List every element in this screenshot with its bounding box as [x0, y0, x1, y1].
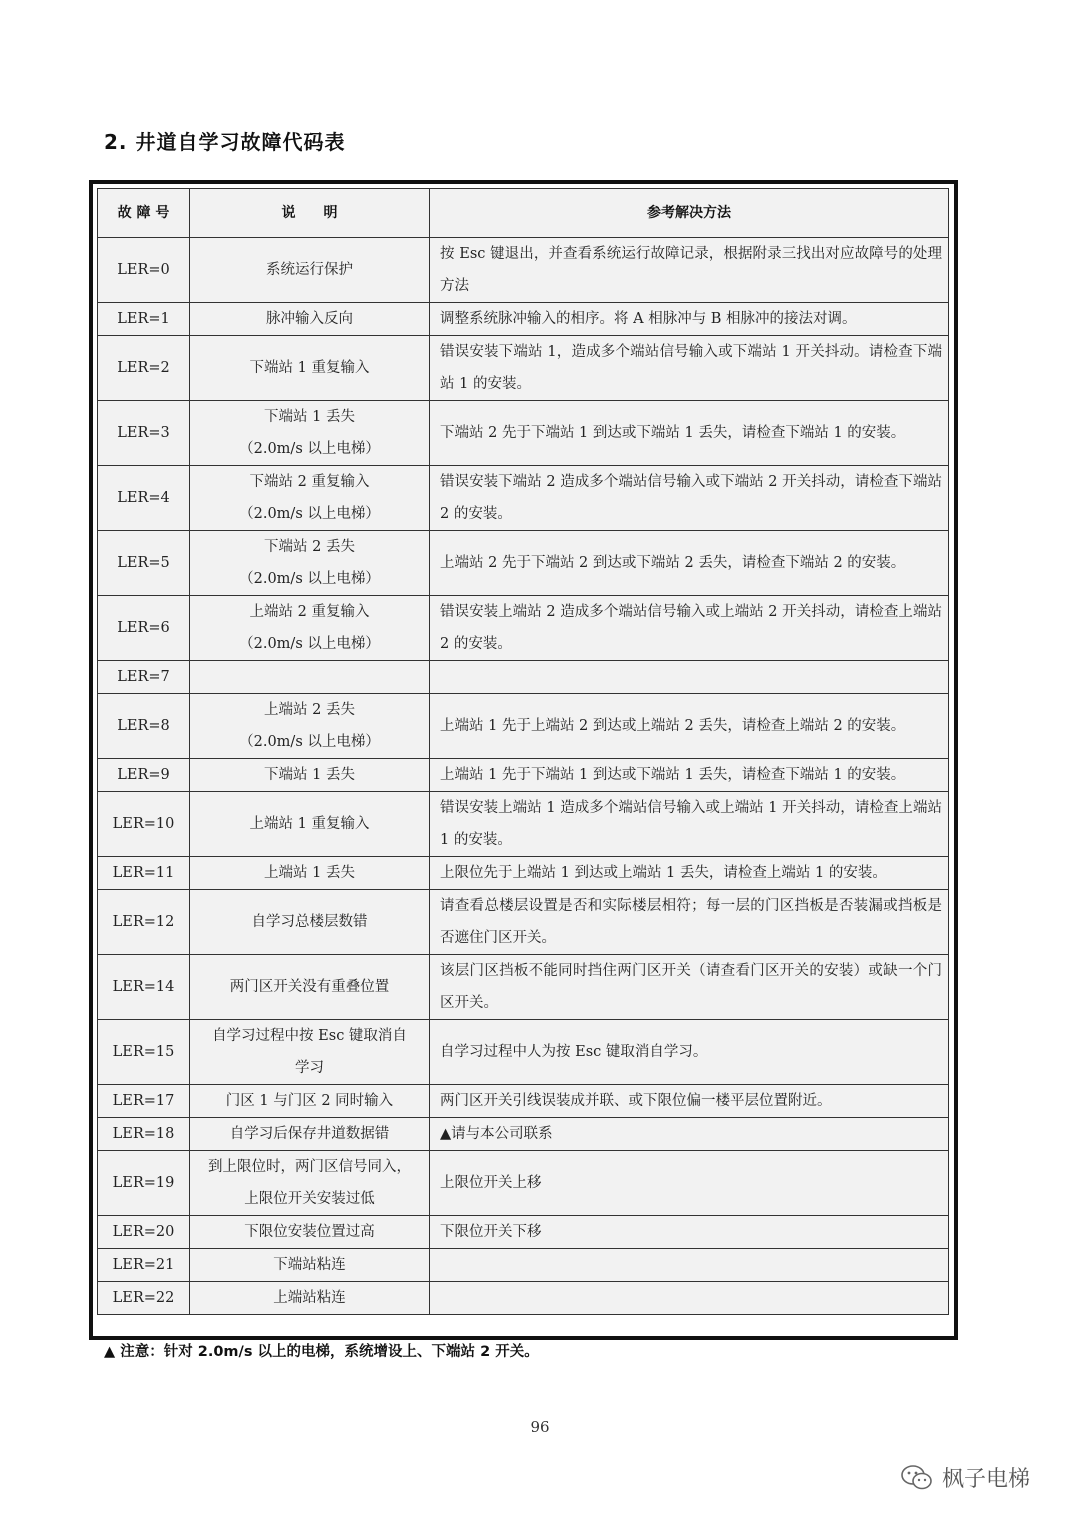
table-row: [98, 955, 949, 1020]
fault-code-cell: LER=22: [98, 1282, 190, 1315]
solution-cell: ▲请与本公司联系: [430, 1118, 949, 1151]
fault-code-cell: LER=21: [98, 1249, 190, 1282]
solution-cell: 下端站 2 先于下端站 1 到达或下端站 1 丢失，请检查下端站 1 的安装。: [430, 401, 949, 466]
description-cell: 下端站粘连: [190, 1249, 430, 1282]
solution-cell: 上限位开关上移: [430, 1151, 949, 1216]
header-description: 说 明: [190, 189, 430, 238]
fault-code-cell: LER=18: [98, 1118, 190, 1151]
solution-cell: 错误安装下端站 2 造成多个端站信号输入或下端站 2 开关抖动，请检查下端站 2 的安装。: [430, 466, 949, 531]
table-row: [98, 792, 949, 857]
table-row: [98, 596, 949, 661]
fault-code-cell: LER=0: [98, 238, 190, 303]
solution-cell: 错误安装上端站 2 造成多个端站信号输入或上端站 2 开关抖动，请检查上端站 2 的安装。: [430, 596, 949, 661]
table-row: [98, 238, 949, 303]
solution-cell: [430, 661, 949, 694]
fault-code-cell: LER=9: [98, 759, 190, 792]
solution-cell: 该层门区挡板不能同时挡住两门区开关（请查看门区开关的安装）或缺一个门区开关。: [430, 955, 949, 1020]
table-row: [98, 1216, 949, 1249]
solution-cell: 上端站 1 先于下端站 1 到达或下端站 1 丢失，请检查下端站 1 的安装。: [430, 759, 949, 792]
solution-cell: 请查看总楼层设置是否和实际楼层相符；每一层的门区挡板是否装漏或挡板是否遮住门区开关。: [430, 890, 949, 955]
fault-code-cell: LER=3: [98, 401, 190, 466]
solution-cell: [430, 1282, 949, 1315]
description-cell: 自学习总楼层数错: [190, 890, 430, 955]
solution-cell: 调整系统脉冲输入的相序。将 A 相脉冲与 B 相脉冲的接法对调。: [430, 303, 949, 336]
fault-code-cell: LER=17: [98, 1085, 190, 1118]
description-cell: 下限位安装位置过高: [190, 1216, 430, 1249]
watermark: [900, 1462, 1030, 1493]
footnote: ▲ 注意：针对 2.0m/s 以上的电梯，系统增设上、下端站 2 开关。: [104, 1344, 539, 1360]
table-row: [98, 531, 949, 596]
solution-cell: 错误安装上端站 1 造成多个端站信号输入或上端站 1 开关抖动，请检查上端站 1 的安装。: [430, 792, 949, 857]
description-cell: 上端站粘连: [190, 1282, 430, 1315]
solution-cell: 两门区开关引线误装成并联、或下限位偏一楼平层位置附近。: [430, 1085, 949, 1118]
description-cell: 上端站 1 重复输入: [190, 792, 430, 857]
header-solution: 参考解决方法: [430, 189, 949, 238]
description-cell: 上端站 1 丢失: [190, 857, 430, 890]
table-row: [98, 1249, 949, 1282]
table-row: [98, 1151, 949, 1216]
table-row: [98, 759, 949, 792]
fault-code-cell: LER=6: [98, 596, 190, 661]
table-row: [98, 466, 949, 531]
section-heading: 2. 井道自学习故障代码表: [104, 130, 346, 154]
solution-cell: [430, 1249, 949, 1282]
description-cell: 两门区开关没有重叠位置: [190, 955, 430, 1020]
table-row: [98, 694, 949, 759]
fault-code-cell: LER=14: [98, 955, 190, 1020]
fault-code-table-frame: [89, 180, 958, 1340]
solution-cell: 按 Esc 键退出，并查看系统运行故障记录，根据附录三找出对应故障号的处理方法: [430, 238, 949, 303]
fault-code-cell: LER=2: [98, 336, 190, 401]
description-cell: 脉冲输入反向: [190, 303, 430, 336]
wechat-icon: [900, 1464, 934, 1492]
description-cell: 下端站 2 重复输入 （2.0m/s 以上电梯）: [190, 466, 430, 531]
fault-code-cell: LER=12: [98, 890, 190, 955]
fault-code-cell: LER=1: [98, 303, 190, 336]
fault-code-table: [97, 188, 949, 1315]
description-cell: [190, 661, 430, 694]
page-number: 96: [530, 1418, 550, 1436]
solution-cell: 上端站 2 先于下端站 2 到达或下端站 2 丢失，请检查下端站 2 的安装。: [430, 531, 949, 596]
fault-code-cell: LER=10: [98, 792, 190, 857]
fault-code-cell: LER=15: [98, 1020, 190, 1085]
watermark-text: 枫子电梯: [942, 1467, 1031, 1492]
table-header-row: [98, 189, 949, 238]
solution-cell: 自学习过程中人为按 Esc 键取消自学习。: [430, 1020, 949, 1085]
table-row: [98, 401, 949, 466]
fault-code-cell: LER=19: [98, 1151, 190, 1216]
fault-code-cell: LER=7: [98, 661, 190, 694]
table-row: [98, 1085, 949, 1118]
description-cell: 下端站 2 丢失 （2.0m/s 以上电梯）: [190, 531, 430, 596]
fault-code-cell: LER=11: [98, 857, 190, 890]
description-cell: 门区 1 与门区 2 同时输入: [190, 1085, 430, 1118]
description-cell: 系统运行保护: [190, 238, 430, 303]
description-cell: 上端站 2 重复输入 （2.0m/s 以上电梯）: [190, 596, 430, 661]
table-row: [98, 1118, 949, 1151]
solution-cell: 下限位开关下移: [430, 1216, 949, 1249]
header-code: 故 障 号: [98, 189, 190, 238]
description-cell: 下端站 1 重复输入: [190, 336, 430, 401]
fault-code-cell: LER=5: [98, 531, 190, 596]
fault-code-cell: LER=8: [98, 694, 190, 759]
table-row: [98, 1020, 949, 1085]
table-row: [98, 303, 949, 336]
solution-cell: 错误安装下端站 1，造成多个端站信号输入或下端站 1 开关抖动。请检查下端站 1 的安装。: [430, 336, 949, 401]
description-cell: 到上限位时，两门区信号同入， 上限位开关安装过低: [190, 1151, 430, 1216]
fault-code-cell: LER=4: [98, 466, 190, 531]
solution-cell: 上端站 1 先于上端站 2 到达或上端站 2 丢失，请检查上端站 2 的安装。: [430, 694, 949, 759]
description-cell: 自学习后保存井道数据错: [190, 1118, 430, 1151]
table-row: [98, 890, 949, 955]
table-row: [98, 661, 949, 694]
description-cell: 上端站 2 丢失 （2.0m/s 以上电梯）: [190, 694, 430, 759]
description-cell: 下端站 1 丢失 （2.0m/s 以上电梯）: [190, 401, 430, 466]
solution-cell: 上限位先于上端站 1 到达或上端站 1 丢失，请检查上端站 1 的安装。: [430, 857, 949, 890]
table-row: [98, 1282, 949, 1315]
table-row: [98, 336, 949, 401]
table-row: [98, 857, 949, 890]
description-cell: 下端站 1 丢失: [190, 759, 430, 792]
description-cell: 自学习过程中按 Esc 键取消自 学习: [190, 1020, 430, 1085]
fault-code-cell: LER=20: [98, 1216, 190, 1249]
